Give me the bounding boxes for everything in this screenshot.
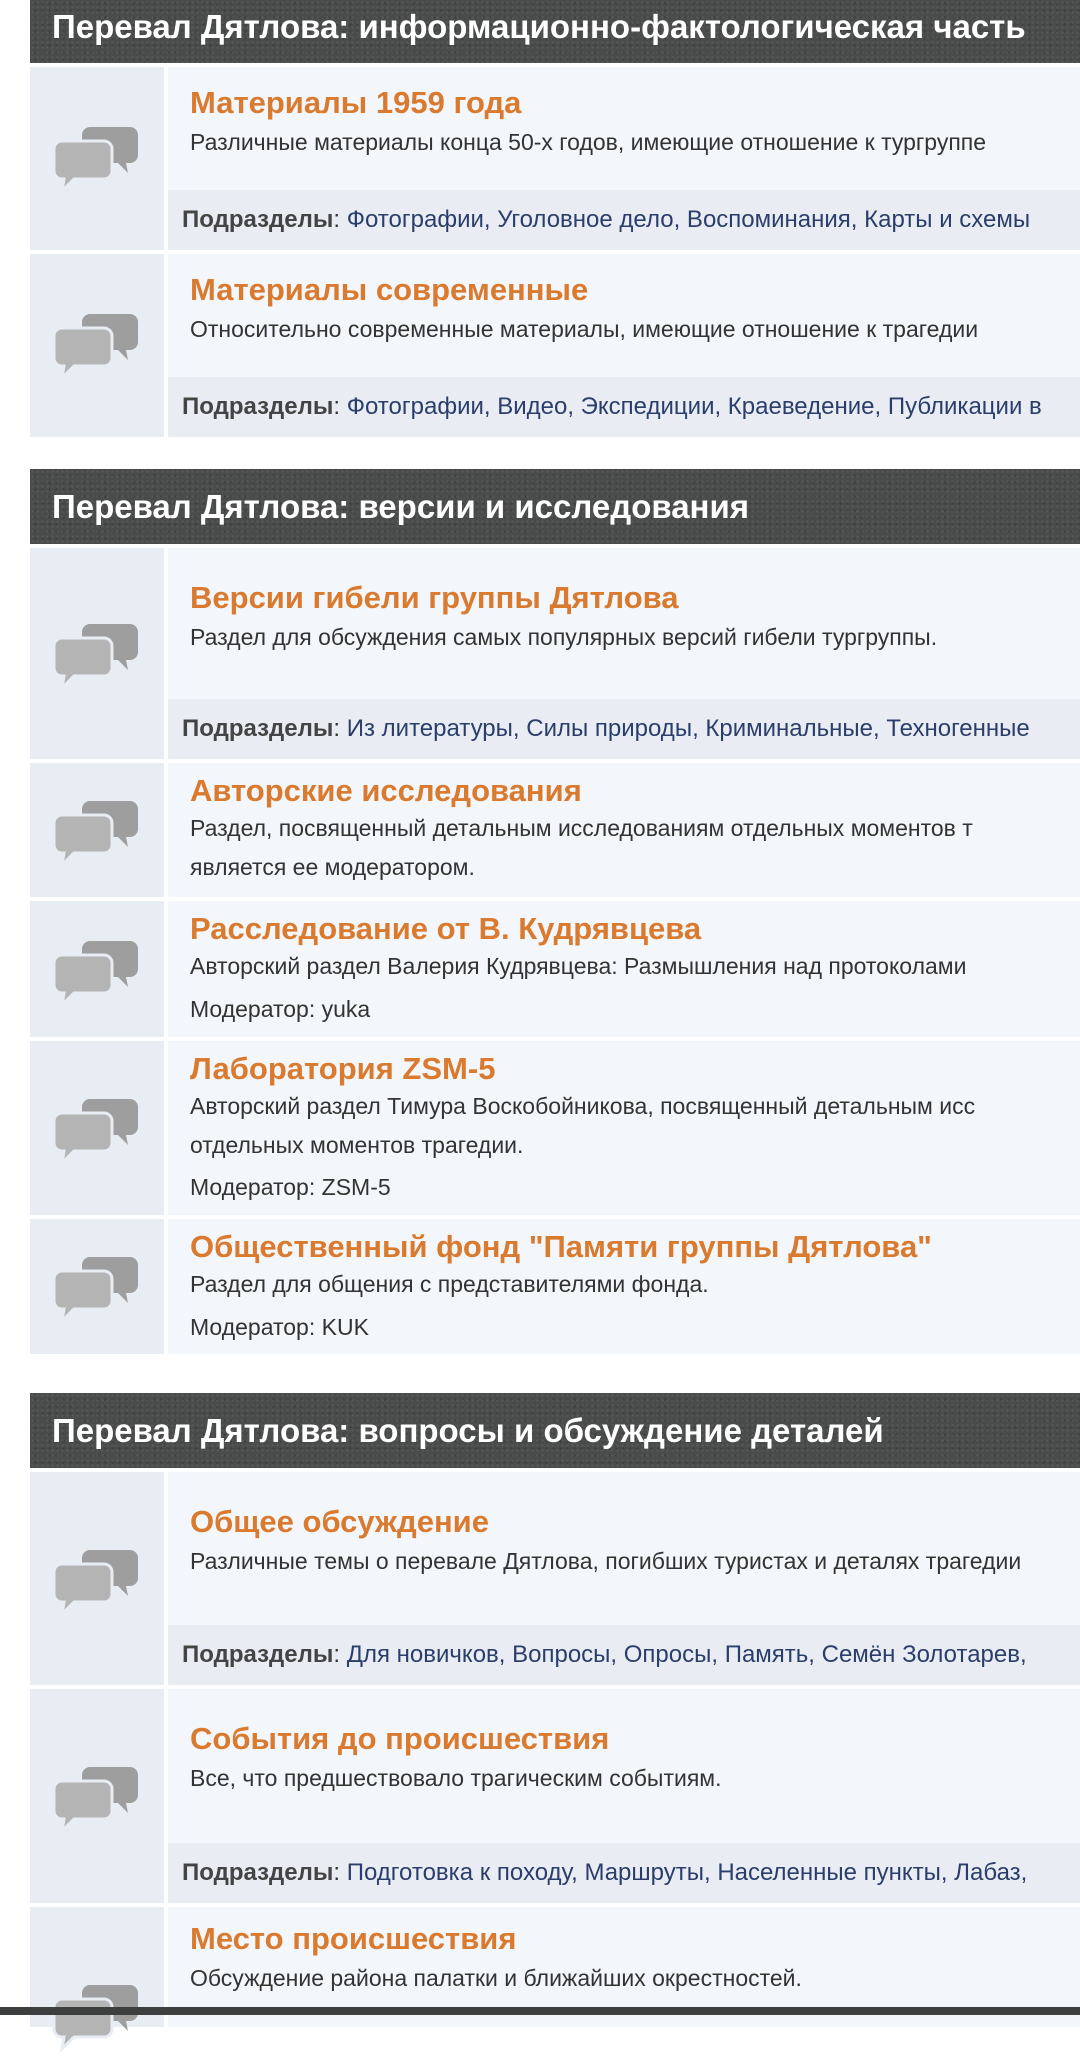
speech-bubbles-icon [52,1091,142,1171]
forum-body [168,1219,1080,1354]
forum-row[interactable] [30,901,1080,1037]
category-title[interactable]: Перевал Дятлова: версии и исследования [30,469,1080,544]
forum-icon-cell [30,548,164,759]
subforums-links[interactable]: Фотографии, Уголовное дело, Воспоминания, Карты и схемы [346,206,1031,233]
moderator-link[interactable]: ZSM-5 [321,1174,391,1200]
category-versions [30,469,1080,1354]
moderator-link[interactable]: KUK [321,1314,369,1340]
speech-bubbles-icon [52,793,142,873]
forum-icon-cell [30,254,164,437]
category-questions [30,1393,1080,2027]
forum-row[interactable] [30,1689,1080,1903]
subforums-list [182,699,1080,759]
subforums-label: Подразделы [182,393,334,420]
forum-description: Различные материалы конца 50-х годов, имеющие отношение к тургруппе [190,129,987,155]
subforums-list [182,190,1080,250]
forum-title-link[interactable]: Расследование от В. Кудрявцева [190,911,702,946]
subforums-separator: : [333,1641,347,1668]
forum-description: Раздел для общения с представителями фонда. [190,1271,709,1297]
subforums-list [182,1625,1080,1685]
subforums-list [182,1843,1080,1903]
forum-description: Авторский раздел Валерия Кудрявцева: Размышления над протоколами [190,953,967,979]
forum-description: Авторский раздел Тимура Воскобойникова, посвященный детальным исс [190,1093,976,1119]
moderator-label: Модератор: [190,996,322,1022]
forum-title-link[interactable]: Материалы 1959 года [190,85,522,120]
speech-bubbles-icon [52,1759,142,1839]
subforums-label: Подразделы [182,1859,334,1886]
subforums-links[interactable]: Фотографии, Видео, Экспедиции, Краеведение, Публикации в [346,393,1042,420]
speech-bubbles-icon [52,306,142,386]
forum-row[interactable] [30,1219,1080,1354]
speech-bubbles-icon [52,1977,142,2057]
forum-row[interactable] [30,763,1080,897]
subforums-label: Подразделы [182,1641,334,1668]
forum-body [168,901,1080,1037]
subforums-links[interactable]: Для новичков, Вопросы, Опросы, Память, Семён Золотарев, [346,1641,1027,1668]
subforums-separator: : [333,715,347,742]
forum-description: Обсуждение района палатки и ближайших окрестностей. [190,1965,802,1991]
forum-row[interactable] [30,548,1080,759]
forum-moderator [190,996,370,1023]
forum-description-cont: является ее модератором. [190,854,475,880]
forum-icon-cell [30,1219,164,1354]
bottom-bar [0,2007,1080,2015]
forum-title-link[interactable]: Лаборатория ZSM-5 [190,1051,496,1086]
forum-row[interactable] [30,1472,1080,1685]
moderator-link[interactable]: yuka [321,996,371,1022]
forum-title-link[interactable]: События до происшествия [190,1721,610,1756]
forum-description: Относительно современные материалы, имеющие отношение к трагедии [190,316,979,342]
forum-description: Различные темы о перевале Дятлова, погибших туристах и деталях трагедии [190,1548,1022,1574]
forum-icon-cell [30,1689,164,1903]
moderator-label: Модератор: [190,1314,322,1340]
subforums-links[interactable]: Подготовка к походу, Маршруты, Населенные пункты, Лабаз, [346,1859,1028,1886]
forum-body [168,254,1080,437]
forum-title-link[interactable]: Материалы современные [190,272,589,307]
speech-bubbles-icon [52,933,142,1013]
forum-body [168,763,1080,897]
forum-row[interactable] [30,254,1080,437]
forum-row[interactable] [30,1041,1080,1215]
forum-description-cont: отдельных моментов трагедии. [190,1132,524,1158]
forum-title-link[interactable]: Версии гибели группы Дятлова [190,580,679,615]
subforums-label: Подразделы [182,206,334,233]
forum-title-link[interactable]: Общее обсуждение [190,1504,489,1539]
forum-body [168,1689,1080,1903]
category-title[interactable]: Перевал Дятлова: вопросы и обсуждение деталей [30,1393,1080,1468]
forum-title-link[interactable]: Общественный фонд "Памяти группы Дятлова" [190,1229,932,1264]
forum-icon-cell [30,1041,164,1215]
forum-description: Раздел, посвященный детальным исследованиям отдельных моментов т [190,815,973,841]
speech-bubbles-icon [52,616,142,696]
subforums-links[interactable]: Из литературы, Силы природы, Криминальные, Техногенные [346,715,1030,742]
forum-body [168,67,1080,250]
forum-icon-cell [30,1472,164,1685]
subforums-separator: : [333,206,347,233]
forum-icon-cell [30,901,164,1037]
subforums-separator: : [333,1859,347,1886]
category-info [30,0,1080,437]
category-title[interactable]: Перевал Дятлова: информационно-фактологическая часть [30,0,1080,63]
forum-title-link[interactable]: Место происшествия [190,1921,517,1956]
forum-icon-cell [30,763,164,897]
forum-icon-cell [30,67,164,250]
subforums-list [182,377,1080,437]
moderator-label: Модератор: [190,1174,322,1200]
forum-row[interactable] [30,67,1080,250]
speech-bubbles-icon [52,119,142,199]
forum-description: Раздел для обсуждения самых популярных версий гибели тургруппы. [190,624,938,650]
forum-moderator [190,1314,369,1341]
forum-moderator [190,1174,391,1201]
forum-body [168,1472,1080,1685]
forum-title-link[interactable]: Авторские исследования [190,773,582,808]
speech-bubbles-icon [52,1542,142,1622]
forum-body [168,548,1080,759]
subforums-separator: : [333,393,347,420]
forum-body [168,1041,1080,1215]
subforums-label: Подразделы [182,715,334,742]
forum-description: Все, что предшествовало трагическим событиям. [190,1765,722,1791]
speech-bubbles-icon [52,1249,142,1329]
